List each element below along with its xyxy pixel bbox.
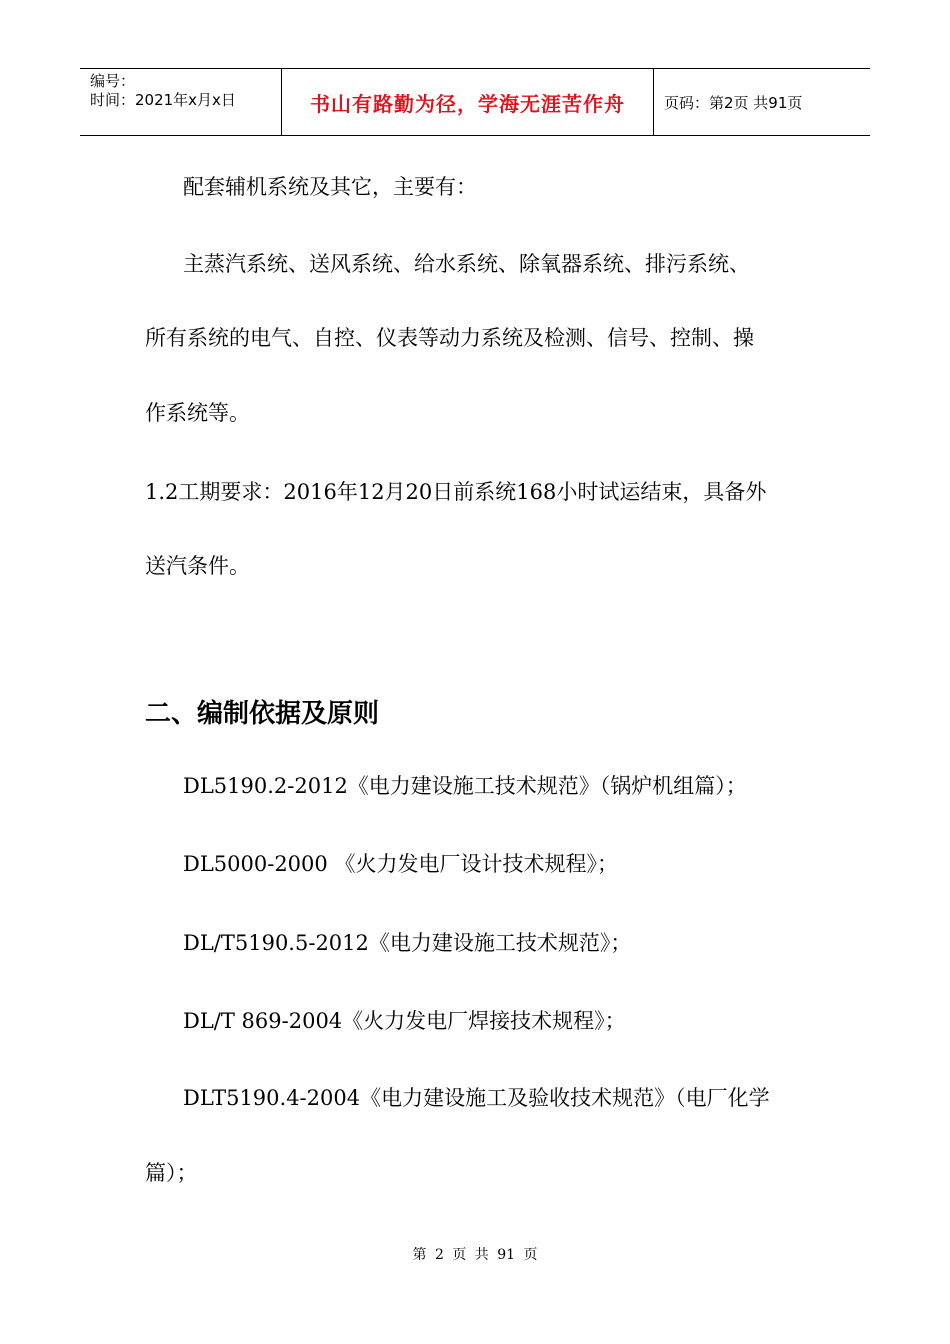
document-number-label: 编号：: [90, 72, 136, 90]
body-line: 配套辅机系统及其它，主要有：: [183, 175, 477, 199]
document-date-label: 时间：2021年x月x日: [90, 91, 236, 109]
body-line: 主蒸汽系统、送风系统、给水系统、除氧器系统、排污系统、: [183, 252, 750, 276]
body-line: 作系统等。: [145, 401, 250, 425]
body-line: 送汽条件。: [145, 554, 250, 578]
body-line: 所有系统的电气、自控、仪表等动力系统及检测、信号、控制、操: [145, 326, 754, 350]
reference-line: DL5000-2000 《火力发电厂设计技术规程》；: [183, 852, 618, 876]
body-line: 1.2工期要求：2016年12月20日前系统168小时试运结束，具备外: [145, 480, 767, 504]
header-motto: 书山有路勤为径，学海无涯苦作舟: [282, 69, 654, 135]
page-footer: 第 2 页 共 91 页: [412, 1247, 538, 1263]
reference-line: DL/T 869-2004《火力发电厂焊接技术规程》；: [183, 1009, 626, 1033]
header-meta-cell: [80, 69, 282, 135]
section-heading: 二、编制依据及原则: [145, 699, 380, 729]
reference-line: DL5190.2-2012《电力建设施工技术规范》（锅炉机组篇）；: [183, 774, 747, 798]
document-header: [80, 68, 870, 136]
reference-line: DL/T5190.5-2012《电力建设施工技术规范》；: [183, 931, 632, 955]
header-page-info: 页码：第2页 共91页: [664, 93, 803, 112]
reference-line: DLT5190.4-2004《电力建设施工及验收技术规范》（电厂化学: [183, 1086, 770, 1110]
reference-line: 篇）；: [145, 1161, 198, 1185]
